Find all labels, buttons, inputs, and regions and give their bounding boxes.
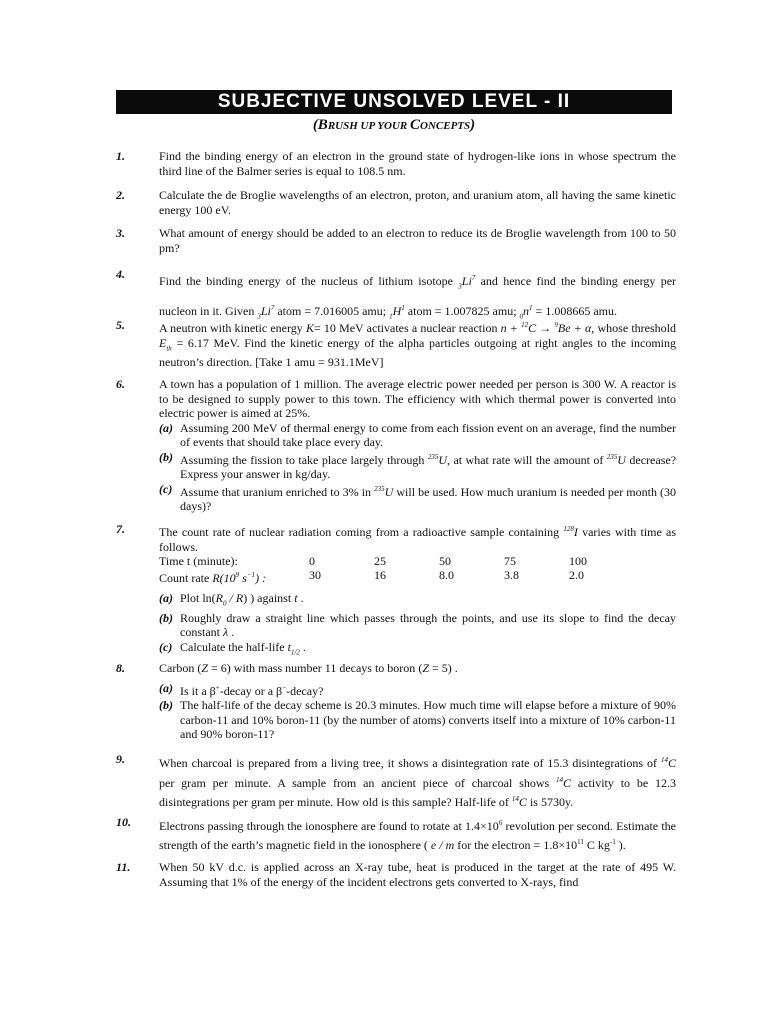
question-text [159,815,676,853]
part-text: Roughly draw a straight line which passes through the points, and use its slope to find the decay constant λ . [180,610,676,640]
question-number: 10. [116,815,131,829]
text-run: , at what rate will the amount of [447,452,604,467]
part-label: (b) [159,449,173,464]
part-label: (a) [159,591,173,605]
subtitle-part: ) [470,117,476,133]
formula-c14: $^{14}$C [660,756,676,770]
part-b [159,450,676,482]
part-text [180,450,676,482]
part-text [180,681,676,699]
question-text [159,752,676,811]
text-run: Roughly draw a straight line which passes through the points, and use its slope to find the decay constant [180,610,676,640]
text-run: atom = 7.016005 amu; [277,304,387,319]
formula-e-over-m: e / m [430,838,455,852]
text-run: Calculate the half-life [180,639,285,654]
part-label: (b) [159,698,173,712]
part-c [159,482,676,514]
question-7 [116,522,676,660]
question-text: What amount of energy should be added to an electron to reduce its de Broglie wavelength from 100 to 50 pm? [159,226,676,255]
table-cell: 3.8 [504,568,519,582]
formula-u235: $^{235}$U [427,452,448,467]
text-run: Is it a [180,683,207,698]
part-label: (c) [159,481,173,496]
part-a [159,681,676,699]
question-11 [116,860,676,889]
part-b [159,698,676,742]
text-run: ) against [250,591,292,605]
text-run: The count rate of nuclear radiation coming from a radioactive sample containing [159,525,560,539]
question-number: 3. [116,226,125,240]
data-table [159,554,676,585]
formula-li7: $_3Li^7$ [458,274,476,291]
formula-k: K [305,321,314,335]
table-cell: 16 [374,568,386,582]
formula-li7: $_3Li^7$ [257,304,275,321]
table-row-label [159,568,309,585]
subtitle-part: (B [312,117,328,133]
formula-beta-plus: β+ [209,683,220,698]
part-text: Assuming 200 MeV of thermal energy to come from each fission event on an average, find the number of events that should take place every day. [180,420,676,449]
question-text: When 50 kV d.c. is applied across an X-ray tube, heat is produced in the target at the rate of 495 W. Assuming that 1% of the energy of the incident electrons gets converted to X-rays, find [159,860,676,889]
text-run: Count rate [159,571,210,585]
question-8 [116,661,676,742]
question-number: 8. [116,661,125,675]
text-run: Assume that uranium enriched to 3% in [180,484,372,499]
text-run: Electrons passing through the ionosphere are found to rotate at 1.4×10 [159,819,499,833]
part-text: The half-life of the decay scheme is 20.3 minutes. How much time will elapse before a mixture of 90% carbon-11 and 10% boron-11 (by the number of atoms) converts itself into a mixture of 10% carbon-11 and 90% boron-11? [180,698,676,741]
question-number: 5. [116,318,125,332]
part-text [180,482,676,514]
table-cell: 0 [309,554,315,568]
exponent: -1 [609,838,616,846]
formula-z5: (Z = 5) . [418,661,458,675]
text-run: = 1.008665 amu. [535,304,617,319]
part-label: (a) [159,420,173,435]
part-a [159,591,676,611]
text-run: and hence find the binding energy per nucleon in it. Given [159,274,677,319]
text-run: revolution per second. Estimate the strength of the earth’s magnetic field in the ionosphere ( [159,819,676,852]
formula-t: t [294,591,298,605]
table-row-label: Time t (minute): [159,554,238,568]
question-5 [116,318,676,370]
text-run: for the electron = 1.8×10 [457,838,578,852]
formula-u235: $^{235}$U [374,484,394,499]
text-run: Assuming the fission to take place largely through [180,452,425,467]
question-6 [116,377,676,514]
text-run: ). [618,838,626,852]
formula-u235: $^{235}$U [606,452,626,467]
question-intro [159,661,676,676]
part-label: (c) [159,639,173,654]
text-run: whose threshold [597,321,676,335]
text-run: atom = 1.007825 amu; [407,304,517,319]
question-9 [116,752,676,811]
question-text [159,522,676,660]
text-run: will be used. How much uranium is needed per month (30 days)? [180,484,677,513]
formula-h1: $_1H^1$ [389,304,405,321]
formula-reaction: n + $^{12}$C → $^9$Be + α, [500,321,595,335]
exponent: 6 [498,819,503,827]
subtitle-part: C [410,117,421,133]
part-b [159,611,676,640]
formula-lambda: λ [223,625,229,640]
table-cell: 30 [309,568,321,582]
text-run: Find the binding energy of the nucleus of lithium isotope [159,274,453,288]
formula-neutron: $_0n^1$ [519,304,533,321]
part-label: (a) [159,680,173,695]
formula-beta-minus: β− [276,683,287,698]
question-text [159,318,676,370]
text-run: = 6.17 MeV. Find the kinetic energy of the alpha particles outgoing at right angles to the incoming neutron’s direction. [Take 1 amu = 931.1MeV] [159,335,677,370]
question-text [159,377,676,514]
text-run: MeV activates a nuclear reaction [339,321,498,335]
subtitle-part: ONCEPTS [420,120,471,132]
table-cell: 25 [374,554,386,568]
formula-r-units: $R(10^9$ $s^{-1}$) : [212,571,267,585]
table-cell: 2.0 [569,568,584,582]
text-run: varies with time as follows. [159,525,677,554]
text-run: with mass number 11 decays to boron [233,661,416,675]
formula-eth: $E_{th}$ [159,335,172,352]
part-c [159,640,676,660]
text-run: activity to be 12.3 disintegrations per gram per minute. How old is this sample? Half-life of [159,775,677,809]
table-cell: 100 [569,554,587,568]
subtitle-part: RUSH UP YOUR [327,120,411,132]
text-run: is 5730y. [529,795,574,809]
question-3 [116,226,676,255]
table-cell: 50 [439,554,451,568]
formula-r0-r: $R_0$ / R [215,591,244,608]
part-text: Plot $\ln(R_0 / R)$ ) against t . [180,591,304,608]
text-run: -decay or a [219,683,274,698]
question-1 [116,149,676,178]
formula-c14: $^{14}$C [511,795,527,809]
text-run: per gram per minute. A sample from an ancient piece of charcoal shows [159,775,550,790]
question-number: 1. [116,149,125,163]
question-text: Find the binding energy of an electron in the ground state of hydrogen-like ions in whose spectrum the third line of the Balmer series is equal to 108.5 nm. [159,149,676,178]
question-number: 6. [116,377,125,391]
formula-c14: $^{14}$C [556,775,572,790]
text-run: -decay? [286,683,324,698]
exponent: 11 [577,838,584,846]
table-cell: 8.0 [439,568,454,582]
question-number: 9. [116,752,125,766]
question-text: Calculate the de Broglie wavelengths of an electron, proton, and uranium atom, all having the same kinetic energy 100 eV. [159,188,676,217]
question-number: 11. [116,860,131,874]
formula-t-half: $t_{1/2}$ [287,639,300,657]
text-run: decrease? Express your answer in kg/day. [180,452,677,481]
question-text [159,661,676,742]
text-run: C kg [586,838,610,852]
section-title-banner [116,90,672,114]
question-intro [159,522,676,554]
text-run: Carbon [159,661,195,675]
question-2 [116,188,676,217]
formula-z6: (Z = 6) [197,661,231,675]
question-number: 4. [116,267,125,281]
part-label: (b) [159,610,173,625]
text-run: Plot ln( [180,591,216,605]
question-intro: A town has a population of 1 million. The average electric power needed per person is 300 W. A reactor is to be designed to supply power to this town. The efficiency with which thermal power is converted into electric power is aimed at 25%. [159,377,676,420]
part-a [159,421,676,450]
question-number: 7. [116,522,125,536]
text-run: A neutron with kinetic energy [159,321,303,335]
question-number: 2. [116,188,125,202]
formula-i128: $^{128}$I [563,525,578,539]
table-cell: 75 [504,554,516,568]
question-10 [116,815,676,853]
text-run: = 10 [313,321,336,335]
text-run: When charcoal is prepared from a living tree, it shows a disintegration rate of 15.3 disintegrations of [159,756,658,770]
section-title: SUBJECTIVE UNSOLVED LEVEL - II [217,91,571,112]
part-text: Calculate the half-life $t_{1/2}$ . [180,639,306,657]
section-subtitle [116,117,672,134]
